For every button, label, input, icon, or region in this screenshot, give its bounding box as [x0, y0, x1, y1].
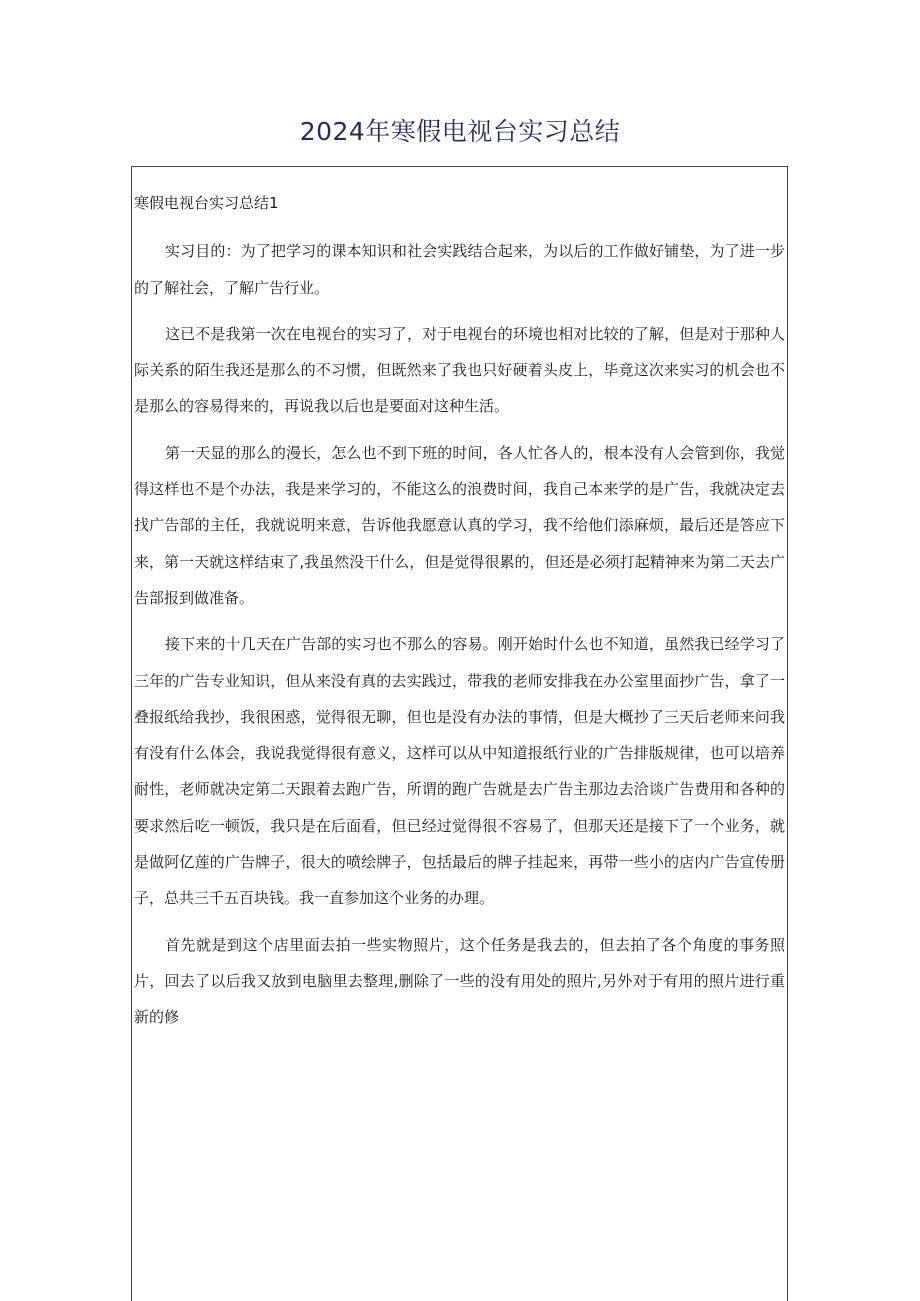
paragraph: 这已不是我第一次在电视台的实习了，对于电视台的环境也相对比较的了解，但是对于那种人际关系的陌生我还是那么的不习惯，但既然来了我也只好硬着头皮上，毕竟这次来实习的机会也不是那么的容易得来的，再说我以后也是要面对这种生活。 [134, 324, 785, 416]
paragraph: 接下来的十几天在广告部的实习也不那么的容易。刚开始时什么也不知道，虽然我已经学习了三年的广告专业知识，但从来没有真的去实践过，带我的老师安排我在办公室里面抄广告，拿了一叠报纸给我抄，我很困惑，觉得很无聊，但也是没有办法的事情，但是大概抄了三天后老师来问我有没有什么体会，我说我觉得很有意义，这样可以从中知道报纸行业的广告排版规律，也可以培养耐性，老师就决定第二天跟着去跑广告，所谓的跑广告就是去广告主那边去洽谈广告费用和各种的要求然后吃一顿饭，我只是在后面看，但已经过觉得很不容易了，但那天还是接下了一个业务，就是做阿亿莲的广告牌子，很大的喷绘牌子，包括最后的牌子挂起来，再带一些小的店内广告宣传册子，总共三千五百块钱。我一直参加这个业务的办理。 [134, 635, 785, 908]
document-frame [131, 166, 788, 1301]
document-title: 2024年寒假电视台实习总结 [299, 117, 621, 146]
paragraph: 首先就是到这个店里面去拍一些实物照片，这个任务是我去的，但去拍了各个角度的事务照片，回去了以后我又放到电脑里去整理,删除了一些的没有用处的照片,另外对于有用的照片进行重新的修 [134, 935, 785, 1027]
document-body [134, 185, 785, 1046]
paragraph: 实习目的：为了把学习的课本知识和社会实践结合起来，为以后的工作做好铺垫，为了进一步的了解社会，了解广告行业。 [134, 242, 785, 297]
section-heading: 寒假电视台实习总结1 [134, 194, 279, 212]
paragraph: 第一天显的那么的漫长，怎么也不到下班的时间，各人忙各人的，根本没有人会管到你，我觉得这样也不是个办法，我是来学习的，不能这么的浪费时间，我自己本来学的是广告，我就决定去找广告部的主任，我就说明来意，告诉他我愿意认真的学习，我不给他们添麻烦，最后还是答应下来，第一天就这样结束了,我虽然没干什么，但是觉得很累的，但还是必须打起精神来为第二天去广告部报到做准备。 [134, 443, 785, 607]
